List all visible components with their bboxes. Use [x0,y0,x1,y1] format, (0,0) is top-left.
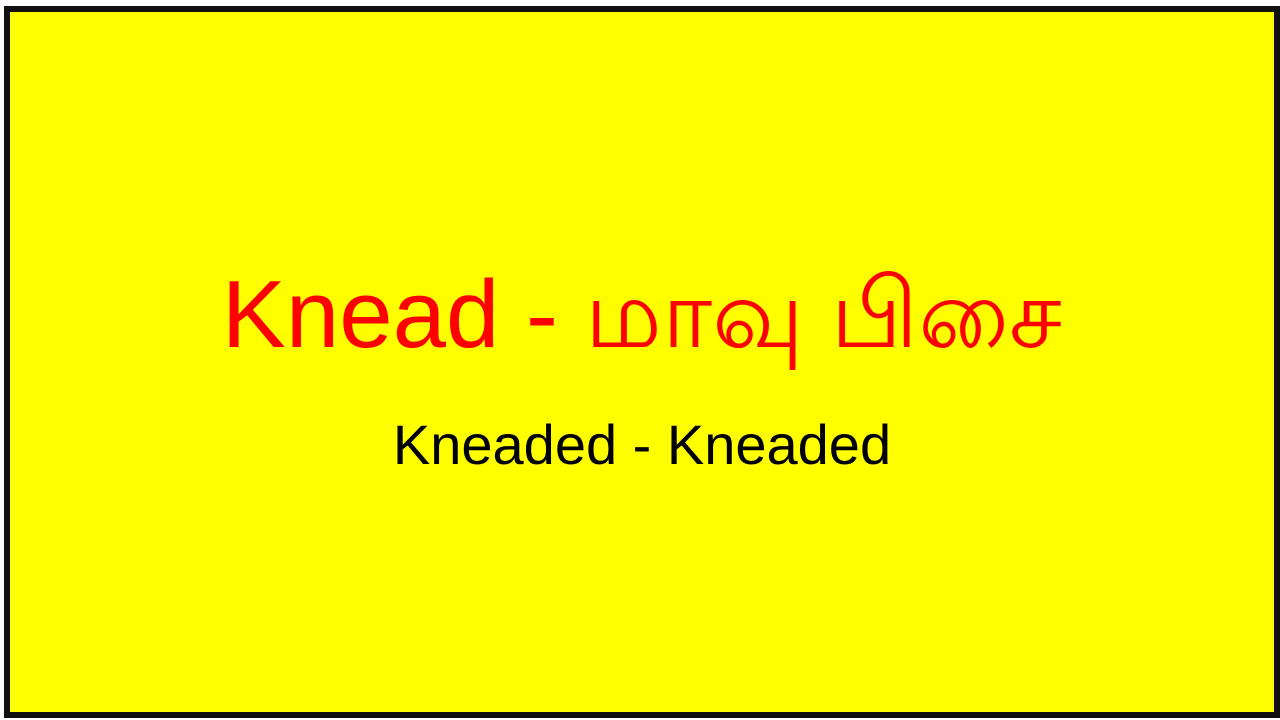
word-forms-subtitle: Kneaded - Kneaded [392,413,892,476]
word-title: Knead - மாவு பிசை [221,261,1063,368]
word-card [4,6,1280,718]
